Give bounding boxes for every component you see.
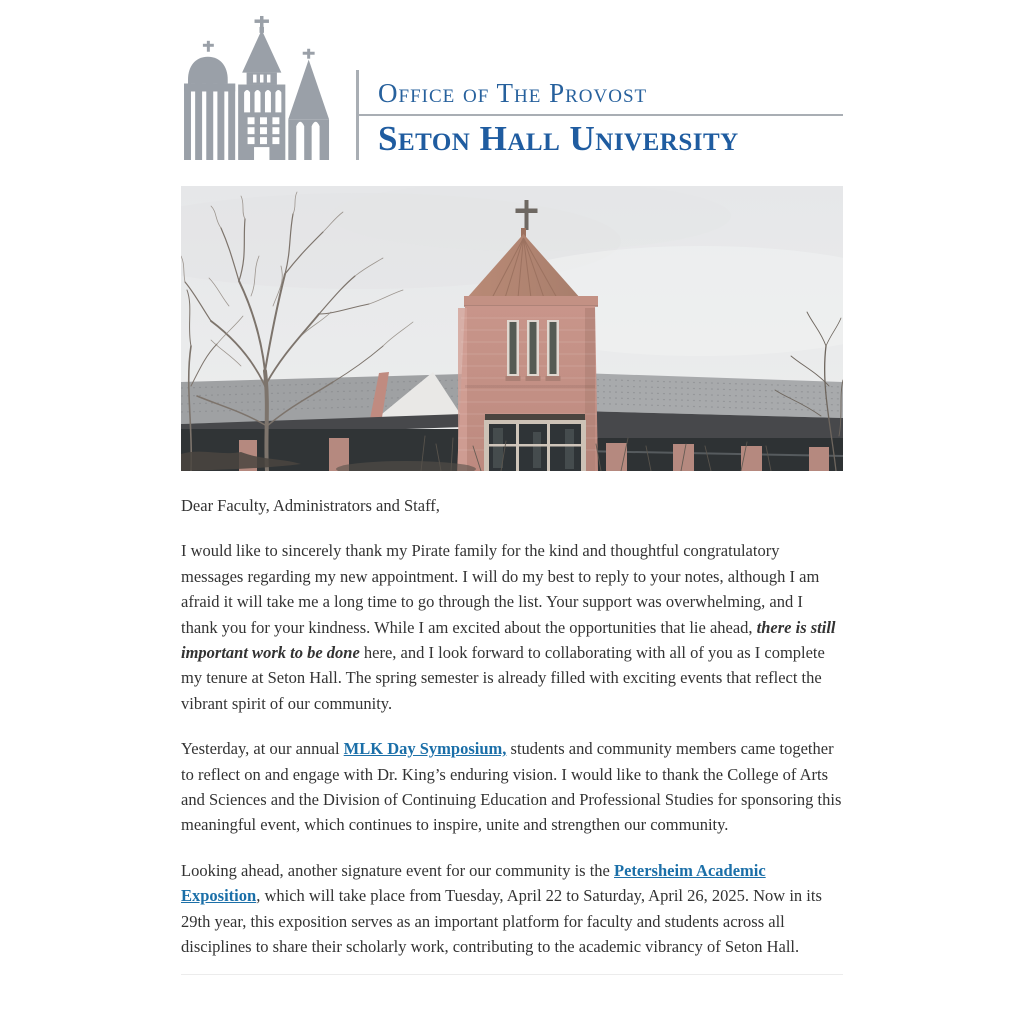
logo-horizontal-divider (359, 114, 843, 117)
text-segment: Looking ahead, another signature event for our community is the (181, 860, 615, 880)
paragraph-thanks (181, 538, 843, 716)
cathedral-icon (181, 14, 340, 160)
university-name: Seton Hall University (378, 119, 739, 158)
paragraph-mlk (181, 736, 843, 838)
email-content-column (181, 0, 843, 975)
paragraph-petersheim (181, 858, 843, 960)
text-segment: , which will take place from Tuesday, April 22 to Saturday, April 26, 2025. Now in its 29th year, this exposition serves as an important platform for faculty and students across all disciplines to share their scholarly work, contributing to the academic vibrancy of Seton Hall. (181, 886, 822, 957)
letter-body (181, 493, 843, 960)
text-segment: Yesterday, at our annual (181, 739, 344, 759)
logo-text-block (359, 77, 843, 161)
university-logo (181, 0, 843, 160)
inline-link[interactable]: Petersheim Academic Exposition (181, 860, 766, 906)
text-segment: there is still important work to be done (181, 617, 836, 663)
bottom-divider (181, 974, 843, 975)
chapel-photo (181, 186, 843, 471)
text-segment: I would like to sincerely thank my Pirate family for the kind and thoughtful congratulatory messages regarding my new appointment. I will do my best to reply to your notes, although I am afraid it will take me a long time to go through the list. Your support was overwhelming, and I thank you for your kindness. While I am excited about the opportunities that lie ahead, (181, 541, 820, 637)
dept-name: Office of The Provost (378, 77, 648, 108)
inline-link[interactable]: MLK Day Symposium, (343, 739, 507, 759)
text-segment: here, and I look forward to collaborating with all of you as I complete my tenure at Seton Hall. The spring semester is already filled with exciting events that reflect the vibrant spirit of our community. (181, 643, 825, 713)
text-segment: students and community members came together to reflect on and engage with Dr. King’s enduring vision. I would like to thank the College of Arts and Sciences and the Division of Continuing Education and Professional Studies for sponsoring this meaningful event, which continues to inspire, unite and strengthen our community. (181, 739, 842, 835)
salutation: Dear Faculty, Administrators and Staff, (181, 496, 440, 515)
